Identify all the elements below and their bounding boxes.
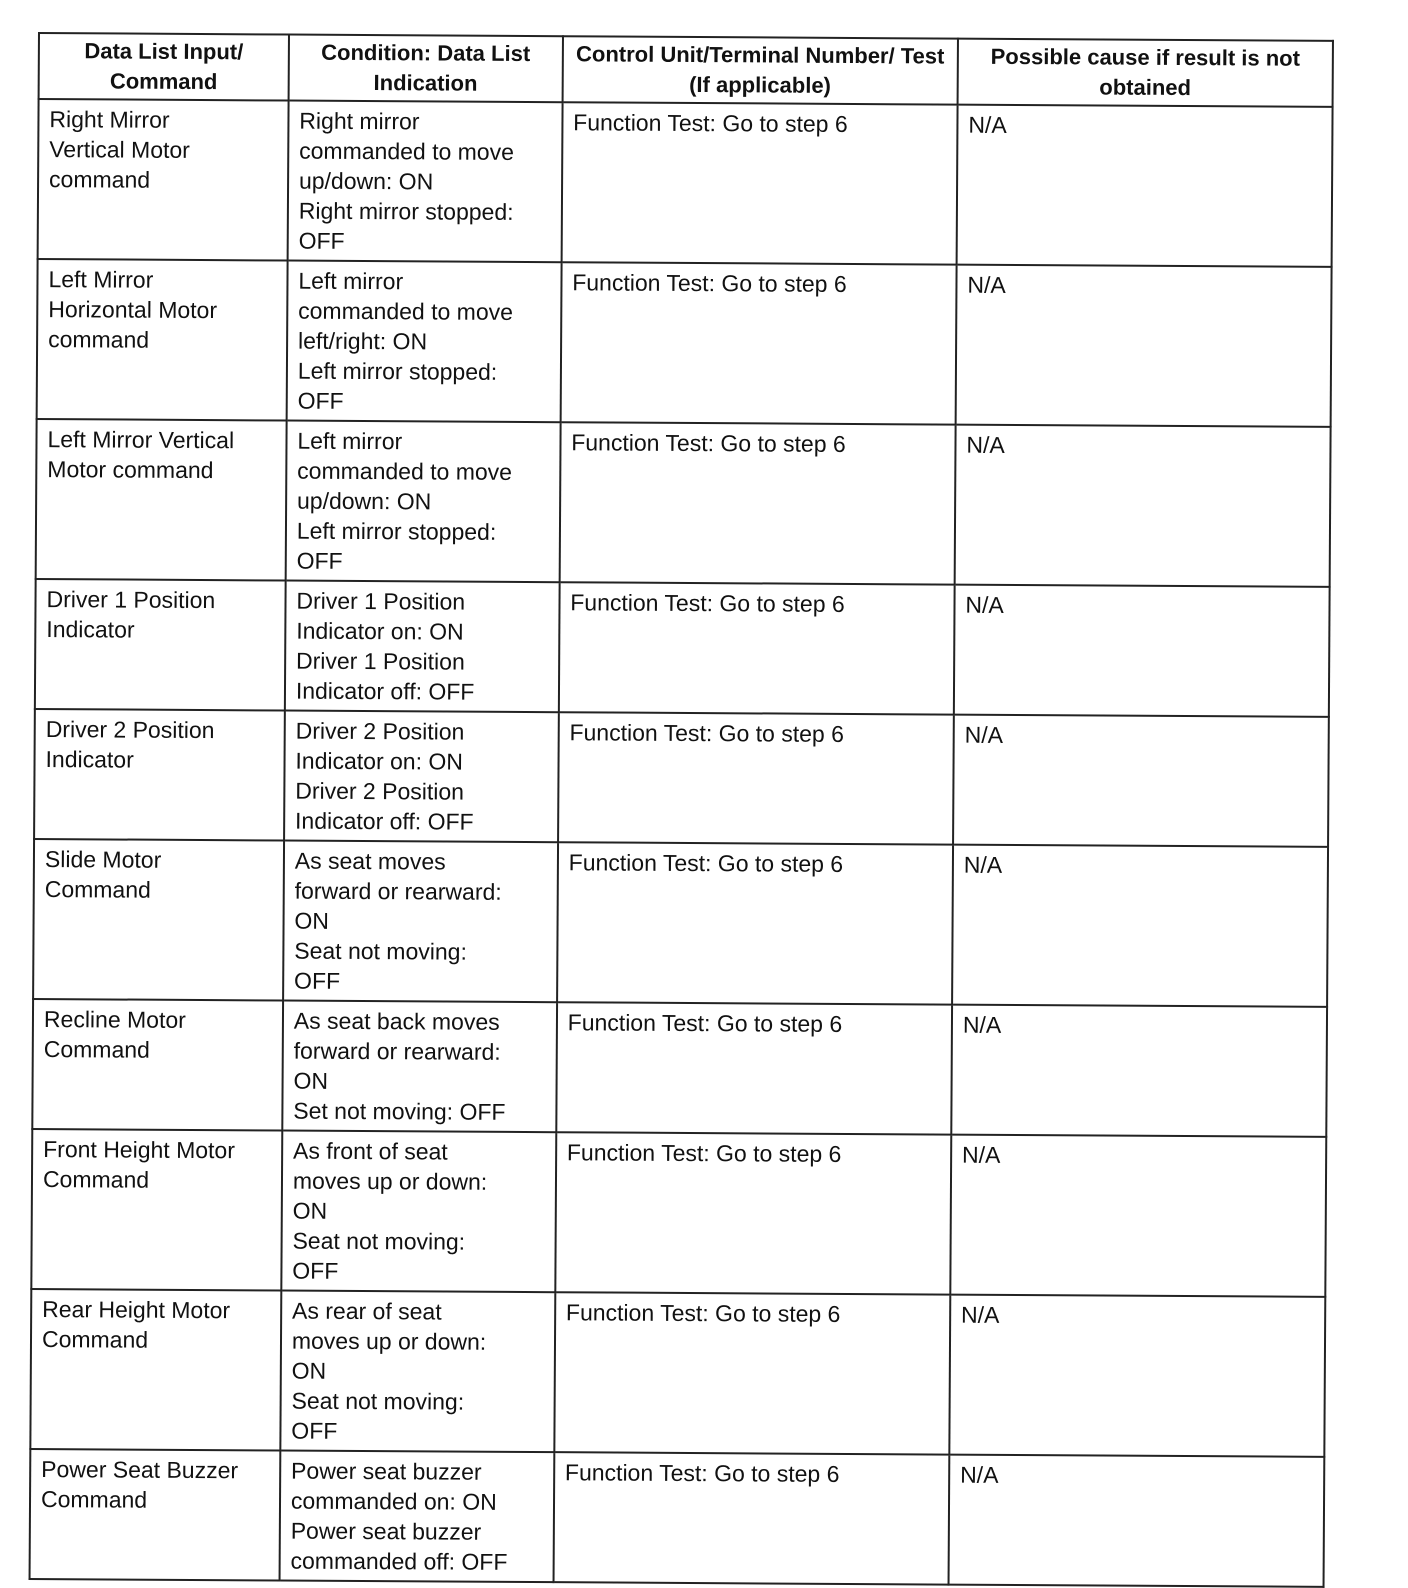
condition-cell-line: ON: [292, 1197, 328, 1224]
input-cell: [36, 419, 287, 581]
test-cell: Function Test: Go to step 6: [556, 1002, 952, 1134]
input-cell: [30, 1449, 281, 1581]
condition-cell: [279, 1451, 554, 1583]
input-cell: [31, 1129, 282, 1291]
condition-cell-line: up/down: ON: [296, 487, 432, 515]
condition-cell-line: As front of seat: [292, 1137, 448, 1165]
header-test: Control Unit/Terminal Number/ Test (If applicable): [562, 36, 958, 104]
condition-cell-line: ON: [291, 1357, 327, 1384]
condition-cell: [286, 421, 561, 583]
input-cell-line: Command: [42, 1166, 150, 1193]
condition-cell-line: OFF: [298, 227, 345, 254]
test-cell: Function Test: Go to step 6: [554, 1292, 950, 1454]
table-row: [37, 259, 1332, 427]
cause-cell: N/A: [950, 1135, 1326, 1297]
table-row: [30, 1449, 1325, 1587]
condition-cell-line: Driver 1 Position: [296, 587, 466, 615]
data-list-table: [29, 32, 1334, 1588]
condition-cell-line: OFF: [291, 1417, 338, 1444]
input-cell-line: Driver 2 Position: [45, 716, 215, 744]
condition-cell-line: Indicator on: ON: [295, 747, 463, 775]
condition-cell-line: commanded to move: [297, 457, 513, 485]
condition-cell-line: As seat back moves: [293, 1007, 500, 1035]
input-cell: [35, 579, 286, 711]
condition-cell-line: forward or rearward:: [294, 877, 502, 905]
input-cell: [34, 709, 285, 841]
condition-cell-line: Set not moving: OFF: [293, 1097, 506, 1125]
input-cell: [33, 839, 284, 1001]
input-cell-line: Front Height Motor: [43, 1136, 236, 1164]
test-cell: Function Test: Go to step 6: [560, 262, 956, 424]
condition-cell-line: OFF: [294, 967, 341, 994]
condition-cell-line: Left mirror stopped:: [296, 517, 497, 545]
condition-cell-line: OFF: [296, 547, 343, 574]
header-cause: Possible cause if result is not obtained: [957, 39, 1332, 107]
cause-cell: N/A: [953, 715, 1329, 847]
input-cell-line: command: [49, 166, 151, 193]
test-cell: Function Test: Go to step 6: [559, 582, 955, 714]
condition-cell: [283, 841, 558, 1003]
condition-cell-line: Power seat buzzer: [290, 1517, 482, 1545]
input-cell-line: Motor command: [47, 456, 214, 484]
condition-cell-line: Indicator off: OFF: [295, 677, 475, 705]
input-cell-line: Horizontal Motor: [48, 296, 218, 324]
cause-cell: N/A: [952, 845, 1328, 1007]
test-cell: Function Test: Go to step 6: [559, 422, 955, 584]
condition-cell-line: Left mirror: [297, 427, 403, 455]
condition-cell-line: Indicator on: ON: [296, 617, 464, 645]
input-cell: [38, 99, 289, 261]
condition-cell-line: As seat moves: [294, 847, 446, 875]
input-cell-line: Indicator: [46, 616, 135, 643]
cause-cell: N/A: [956, 265, 1332, 427]
input-cell: [32, 999, 283, 1131]
test-cell: Function Test: Go to step 6: [557, 842, 953, 1004]
table-row: [30, 1289, 1325, 1457]
condition-cell-line: Seat not moving:: [291, 1387, 465, 1415]
cause-cell: N/A: [957, 105, 1333, 267]
input-cell-line: Recline Motor: [43, 1006, 186, 1033]
condition-cell-line: commanded to move: [298, 297, 514, 325]
condition-cell-line: Indicator off: OFF: [294, 807, 474, 835]
input-cell-line: Driver 1 Position: [46, 586, 216, 614]
input-cell-line: Slide Motor: [44, 846, 162, 873]
cause-cell: N/A: [955, 425, 1331, 587]
cause-cell: N/A: [951, 1005, 1327, 1137]
header-condition: Condition: Data List Indication: [288, 35, 562, 103]
table-row: [35, 579, 1330, 717]
input-cell: [30, 1289, 281, 1451]
condition-cell-line: up/down: ON: [298, 167, 434, 195]
table-row: [33, 839, 1328, 1007]
condition-cell-line: Left mirror: [298, 267, 404, 295]
condition-cell-line: Seat not moving:: [294, 937, 467, 965]
condition-cell-line: Left mirror stopped:: [297, 357, 498, 385]
condition-cell-line: ON: [293, 1067, 329, 1094]
input-cell-line: Command: [43, 1036, 150, 1063]
cause-cell: N/A: [949, 1295, 1325, 1457]
test-cell: Function Test: Go to step 6: [555, 1132, 951, 1294]
condition-cell-line: commanded off: OFF: [290, 1547, 508, 1575]
condition-cell-line: Driver 2 Position: [295, 777, 465, 805]
test-cell: Function Test: Go to step 6: [558, 712, 954, 844]
header-input: Data List Input/ Command: [39, 33, 289, 101]
input-cell-line: Left Mirror: [48, 266, 154, 293]
input-cell-line: Command: [44, 876, 151, 903]
condition-cell-line: Right mirror: [299, 107, 420, 135]
condition-cell-line: Driver 2 Position: [295, 717, 465, 745]
condition-cell-line: OFF: [297, 387, 344, 414]
condition-cell: [287, 261, 562, 423]
condition-cell-line: forward or rearward:: [293, 1037, 501, 1065]
condition-cell-line: moves up or down:: [292, 1167, 488, 1195]
condition-cell-line: Power seat buzzer: [291, 1457, 482, 1485]
condition-cell-line: Driver 1 Position: [295, 647, 465, 675]
condition-cell: [281, 1131, 556, 1293]
table-row: [38, 99, 1333, 267]
cause-cell: N/A: [948, 1455, 1324, 1587]
input-cell-line: Left Mirror Vertical: [47, 426, 235, 454]
condition-cell-line: moves up or down:: [291, 1327, 487, 1355]
table-row: [36, 419, 1331, 587]
input-cell-line: Vertical Motor: [49, 136, 190, 163]
test-cell: Function Test: Go to step 6: [553, 1452, 949, 1584]
input-cell-line: Command: [40, 1486, 148, 1513]
condition-cell-line: Right mirror stopped:: [298, 197, 514, 225]
condition-cell: [282, 1001, 557, 1133]
table-row: [34, 709, 1329, 847]
header-row: [39, 33, 1333, 107]
test-cell: Function Test: Go to step 6: [561, 102, 957, 264]
input-cell-line: Indicator: [45, 746, 134, 773]
condition-cell: [284, 711, 559, 843]
condition-cell: [287, 101, 562, 263]
condition-cell: [280, 1291, 555, 1453]
input-cell-line: Command: [41, 1326, 149, 1353]
input-cell-line: Rear Height Motor: [42, 1296, 231, 1324]
condition-cell-line: OFF: [292, 1257, 339, 1284]
input-cell-line: Power Seat Buzzer: [41, 1456, 239, 1484]
condition-cell-line: left/right: ON: [297, 327, 428, 355]
input-cell-line: command: [48, 326, 150, 353]
condition-cell-line: As rear of seat: [292, 1297, 442, 1325]
cause-cell: N/A: [954, 585, 1330, 717]
table-row: [32, 999, 1327, 1137]
condition-cell: [285, 581, 560, 713]
input-cell-line: Right Mirror: [49, 106, 170, 133]
table-row: [31, 1129, 1326, 1297]
input-cell: [37, 259, 288, 421]
condition-cell-line: commanded on: ON: [290, 1487, 497, 1515]
condition-cell-line: commanded to move: [299, 137, 515, 165]
condition-cell-line: Seat not moving:: [292, 1227, 466, 1255]
condition-cell-line: ON: [294, 907, 330, 934]
